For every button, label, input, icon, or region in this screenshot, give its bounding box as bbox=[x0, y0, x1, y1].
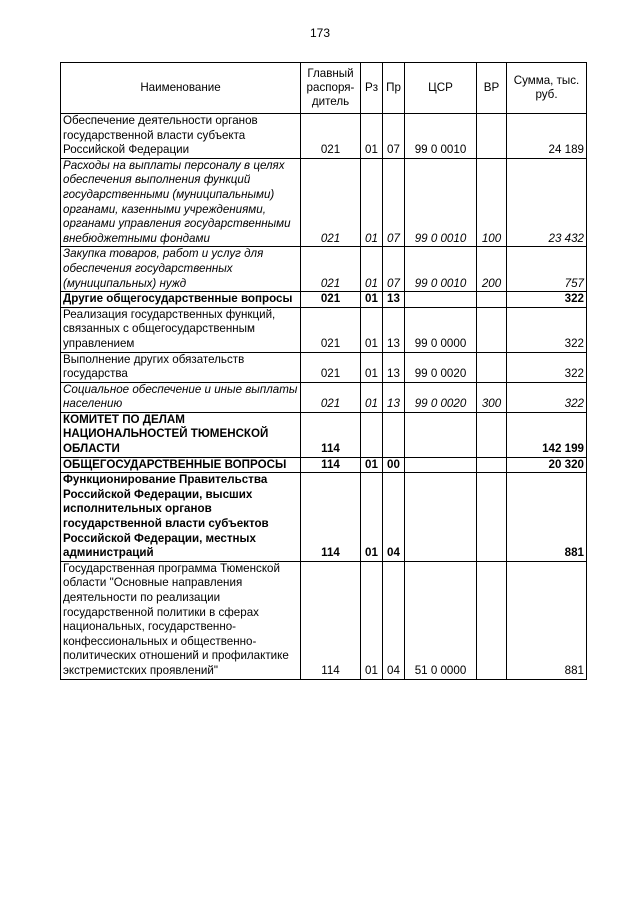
table-row bbox=[61, 292, 587, 308]
row-grbs: 021 bbox=[301, 307, 361, 352]
row-pr: 07 bbox=[383, 158, 405, 247]
row-sum: 20 320 bbox=[507, 457, 587, 473]
row-sum: 881 bbox=[507, 561, 587, 679]
table-row bbox=[61, 158, 587, 247]
header-sum: Сумма, тыс. руб. bbox=[507, 63, 587, 114]
row-rz: 01 bbox=[361, 473, 383, 562]
row-rz: 01 bbox=[361, 307, 383, 352]
row-grbs: 021 bbox=[301, 247, 361, 292]
row-name: Другие общегосударственные вопросы bbox=[61, 292, 301, 308]
row-csr bbox=[405, 412, 477, 457]
row-sum: 757 bbox=[507, 247, 587, 292]
table-row bbox=[61, 561, 587, 679]
row-name: Выполнение других обязательств государства bbox=[61, 352, 301, 382]
row-rz: 01 bbox=[361, 114, 383, 159]
row-vr bbox=[477, 352, 507, 382]
row-csr: 99 0 0020 bbox=[405, 352, 477, 382]
table-row bbox=[61, 114, 587, 159]
row-name: КОМИТЕТ ПО ДЕЛАМ НАЦИОНАЛЬНОСТЕЙ ТЮМЕНСКОЙ ОБЛАСТИ bbox=[61, 412, 301, 457]
row-sum: 322 bbox=[507, 352, 587, 382]
row-csr bbox=[405, 473, 477, 562]
row-grbs: 114 bbox=[301, 457, 361, 473]
table-row bbox=[61, 457, 587, 473]
header-grbs: Главный распоря-дитель bbox=[301, 63, 361, 114]
row-rz: 01 bbox=[361, 382, 383, 412]
row-csr: 99 0 0000 bbox=[405, 307, 477, 352]
row-grbs: 021 bbox=[301, 114, 361, 159]
table-row bbox=[61, 247, 587, 292]
row-vr: 200 bbox=[477, 247, 507, 292]
row-name: Государственная программа Тюменской области "Основные направления деятельности по реализации государственной политики в сферах национальных, государственно-конфессиональных и общественно-политических отношений и профилактике экстремистских проявлений" bbox=[61, 561, 301, 679]
row-grbs: 114 bbox=[301, 561, 361, 679]
row-pr bbox=[383, 412, 405, 457]
row-rz: 01 bbox=[361, 247, 383, 292]
row-rz bbox=[361, 412, 383, 457]
header-rz: Рз bbox=[361, 63, 383, 114]
row-vr bbox=[477, 292, 507, 308]
row-name: Закупка товаров, работ и услуг для обеспечения государственных (муниципальных) нужд bbox=[61, 247, 301, 292]
row-vr bbox=[477, 307, 507, 352]
row-vr bbox=[477, 561, 507, 679]
header-pr: Пр bbox=[383, 63, 405, 114]
table-row bbox=[61, 412, 587, 457]
row-vr: 100 bbox=[477, 158, 507, 247]
row-grbs: 114 bbox=[301, 473, 361, 562]
row-pr: 07 bbox=[383, 114, 405, 159]
row-pr: 04 bbox=[383, 473, 405, 562]
row-grbs: 021 bbox=[301, 382, 361, 412]
row-name: Функционирование Правительства Российской Федерации, высших исполнительных органов государственной власти субъектов Российской Федерации, местных администраций bbox=[61, 473, 301, 562]
row-name: Социальное обеспечение и иные выплаты населению bbox=[61, 382, 301, 412]
page-number: 173 bbox=[309, 26, 331, 40]
row-vr bbox=[477, 473, 507, 562]
row-sum: 322 bbox=[507, 292, 587, 308]
row-rz: 01 bbox=[361, 158, 383, 247]
row-vr bbox=[477, 457, 507, 473]
table-row bbox=[61, 307, 587, 352]
row-pr: 13 bbox=[383, 382, 405, 412]
row-pr: 07 bbox=[383, 247, 405, 292]
header-csr: ЦСР bbox=[405, 63, 477, 114]
table-header-row bbox=[61, 63, 587, 114]
header-vr: ВР bbox=[477, 63, 507, 114]
header-name: Наименование bbox=[61, 63, 301, 114]
row-name: Реализация государственных функций, связанных с общегосударственным управлением bbox=[61, 307, 301, 352]
row-pr: 00 bbox=[383, 457, 405, 473]
row-rz: 01 bbox=[361, 292, 383, 308]
row-csr: 99 0 0010 bbox=[405, 158, 477, 247]
row-pr: 13 bbox=[383, 352, 405, 382]
row-sum: 142 199 bbox=[507, 412, 587, 457]
row-csr bbox=[405, 457, 477, 473]
row-name: ОБЩЕГОСУДАРСТВЕННЫЕ ВОПРОСЫ bbox=[61, 457, 301, 473]
row-grbs: 114 bbox=[301, 412, 361, 457]
row-grbs: 021 bbox=[301, 352, 361, 382]
row-sum: 24 189 bbox=[507, 114, 587, 159]
row-csr: 99 0 0020 bbox=[405, 382, 477, 412]
row-name: Обеспечение деятельности органов государственной власти субъекта Российской Федерации bbox=[61, 114, 301, 159]
row-sum: 322 bbox=[507, 307, 587, 352]
table-row bbox=[61, 382, 587, 412]
row-csr: 99 0 0010 bbox=[405, 114, 477, 159]
row-pr: 13 bbox=[383, 307, 405, 352]
row-sum: 23 432 bbox=[507, 158, 587, 247]
table-row bbox=[61, 352, 587, 382]
row-vr bbox=[477, 114, 507, 159]
row-sum: 881 bbox=[507, 473, 587, 562]
row-name: Расходы на выплаты персоналу в целях обеспечения выполнения функций государственными (муниципальными) органами, казенными учреждениями, органами управления государственными внебюджетными фондами bbox=[61, 158, 301, 247]
row-csr: 51 0 0000 bbox=[405, 561, 477, 679]
row-rz: 01 bbox=[361, 457, 383, 473]
row-grbs: 021 bbox=[301, 158, 361, 247]
row-csr bbox=[405, 292, 477, 308]
row-grbs: 021 bbox=[301, 292, 361, 308]
table-row bbox=[61, 473, 587, 562]
row-rz: 01 bbox=[361, 352, 383, 382]
row-sum: 322 bbox=[507, 382, 587, 412]
budget-table bbox=[60, 62, 587, 680]
row-pr: 04 bbox=[383, 561, 405, 679]
row-pr: 13 bbox=[383, 292, 405, 308]
row-csr: 99 0 0010 bbox=[405, 247, 477, 292]
row-vr: 300 bbox=[477, 382, 507, 412]
row-vr bbox=[477, 412, 507, 457]
row-rz: 01 bbox=[361, 561, 383, 679]
